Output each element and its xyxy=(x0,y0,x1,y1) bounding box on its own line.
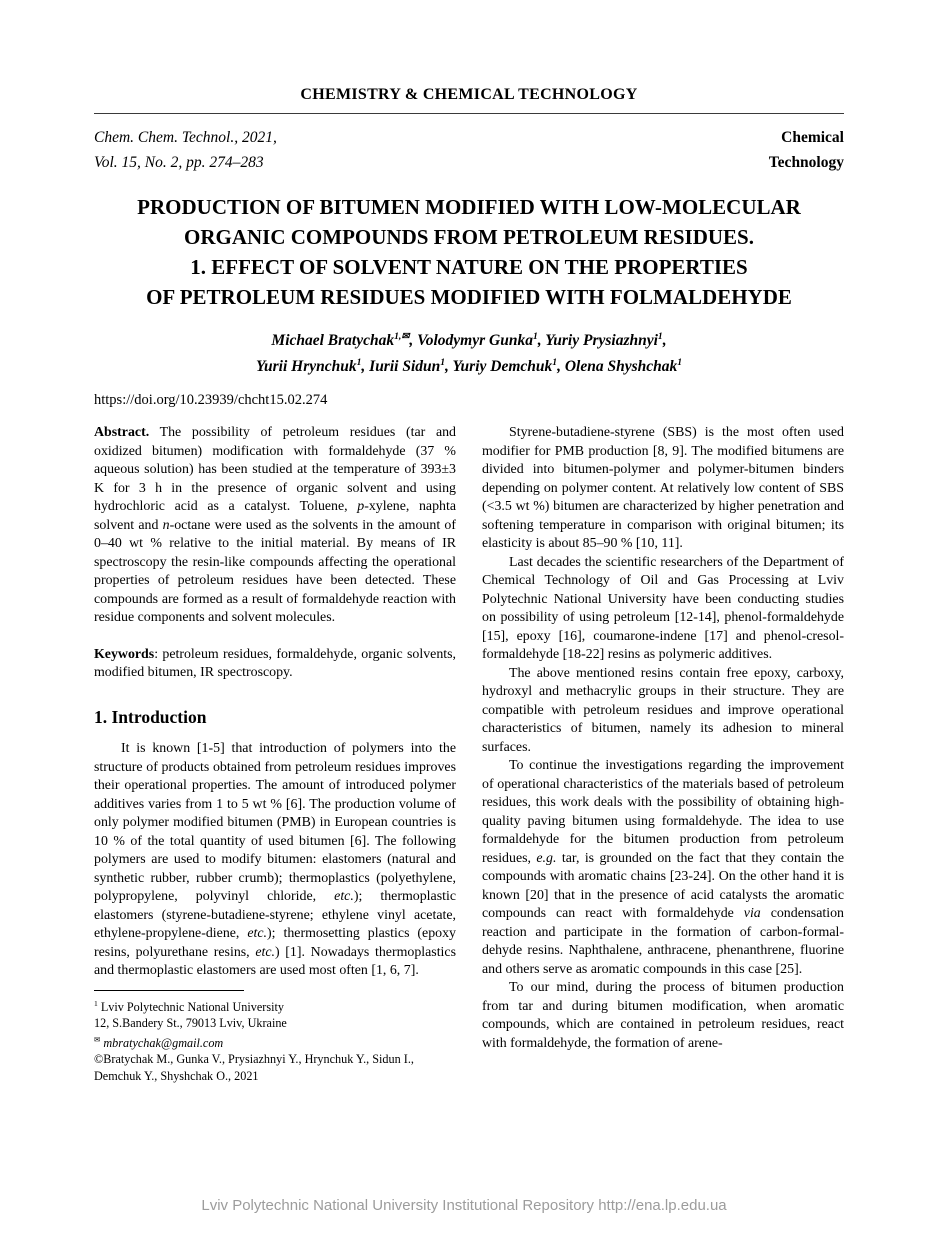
right-column xyxy=(482,424,844,1084)
footnote-rule xyxy=(94,990,244,991)
footnote-line: $^1$ Lviv Polytechnic National University xyxy=(94,998,284,1014)
citation-row xyxy=(94,125,844,175)
journal-name: CHEMISTRY & CHEMICAL TECHNOLOGY xyxy=(300,86,638,103)
title-line: 1. EFFECT OF SOLVENT NATURE ON THE PROPERTIES xyxy=(190,255,748,279)
body-columns xyxy=(94,424,844,1084)
introduction-paragraph: It is known [1-5] that introduction of polymers into the structure of products obtained from petroleum residues improves their operational properties. The amount of introduced polymer additives varies from 1 to 5 wt % [6]. The production volume of only polymer modified bitumen (PMB) in European countries is 10 % of the total quantity of used bitumen [6]. The following polymers are used to modify bitumen: elastomers (natural and synthetic rubber, rubber crumb); thermoplastics (polyethylene, polypropylene, polyvinyl chloride, etc.); thermoplastic elastomers (styrene-butadiene-styrene; ethylene vinyl acetate, ethylene-propylene-diene, etc.); thermosetting plastics (epoxy resins, polyurethane resins, etc.) [1]. Nowadays thermoplastics and thermoplastic elastomers are used most often [1, 6, 7]. xyxy=(94,741,456,979)
repository-footer: Lviv Polytechnic National University Institutional Repository http://ena.lp.edu.ua xyxy=(201,1197,727,1214)
body-paragraph: To continue the investigations regarding the improvement of operational characteristics of the materials based of petroleum residues, this work deals with the possibility of obtaining high-quality paving bitumen using formaldehyde. The idea to use formaldehyde for the bitumen production from petroleum residues, e.g. tar, is grounded on the fact that they contain the compounds with aromatic chains [23-24]. On the other hand it is known [20] that in the presence of acid catalysts the aromatic compounds can react with formaldehyde via condensation reaction and participate in the formation of carbon-formal-dehyde resins. Naphthalene, anthracene, phenanthrene, fluorine and others serve as aromatic compounds in this case [25]. xyxy=(482,758,844,977)
authors-line: Michael Bratychak$^{1,✉}$, Volodymyr Gunka$^1$, Yuriy Prysiazhnyi$^1$, xyxy=(271,331,667,350)
body-paragraph: Last decades the scientific researchers of the Department of Chemical Technology of Oil and Gas Processing at Lviv Polytechnic National University have been conducting studies on possibility of using petroleum [12-14], phenol-formaldehyde [15], epoxy [16], coumarone-indene [17] and phenol-cresol-formaldehyde [18-22] resins as polymeric additives. xyxy=(482,554,844,663)
abstract-paragraph: Abstract. The possibility of petroleum residues (tar and oxidized bitumen) modification with formaldehyde (37 % aqueous solution) has been studied at the temperature of 393±3 K for 3 h in the presence of organic solvent and using hydrochloric acid as a catalyst. Toluene, p-xylene, naphta solvent and n-octane were used as the solvents in the amount of 0–40 wt % relative to the initial material. By means of IR spectroscopy the resin-like compounds affecting the operational properties of petroleum residues have been detected. These compounds are formed as a result of formaldehyde reaction with residue components and solvent molecules. xyxy=(94,425,456,626)
header-rule xyxy=(94,113,844,114)
body-paragraph: The above mentioned resins contain free epoxy, carboxy, hydroxyl and methacrylic groups in their structure. They are compatible with petroleum residues and improve operational characteristics of bitumen, namely its adhesion to mineral surfaces. xyxy=(482,665,844,755)
introduction-heading: 1. Introduction xyxy=(94,706,207,727)
authors-line: Yurii Hrynchuk$^1$, Iurii Sidun$^1$, Yuriy Demchuk$^1$, Olena Shyshchak$^1$ xyxy=(255,357,683,376)
doi-link[interactable]: https://doi.org/10.23939/chcht15.02.274 xyxy=(94,392,328,409)
journal-section-label xyxy=(769,125,844,175)
citation-line: Vol. 15, No. 2, pp. 274–283 xyxy=(94,154,264,171)
citation-block xyxy=(94,125,277,175)
article-title xyxy=(94,192,844,312)
footnote-line: 12, S.Bandery St., 79013 Lviv, Ukraine xyxy=(94,1016,287,1031)
journal-header xyxy=(94,86,844,175)
body-paragraph: To our mind, during the process of bitumen production from tar and during bitumen modification, when aromatic compounds, which are contained in petroleum residues, react with formaldehyde, the formation of arene- xyxy=(482,980,844,1051)
footnote-line: ©Bratychak M., Gunka V., Prysiazhnyi Y., Hrynchuk Y., Sidun I., Demchuk Y., Shyshchak O., 2021 xyxy=(94,1052,414,1083)
left-column xyxy=(94,424,456,1084)
title-line: PRODUCTION OF BITUMEN MODIFIED WITH LOW-MOLECULAR xyxy=(137,195,801,219)
section-line: Chemical xyxy=(781,129,844,146)
citation-line: Chem. Chem. Technol., 2021, xyxy=(94,129,277,146)
footnote-block xyxy=(94,990,456,1084)
authors-block xyxy=(94,326,844,378)
keywords-paragraph: Keywords: petroleum residues, formaldehyde, organic solvents, modified bitumen, IR spectroscopy. xyxy=(94,646,456,681)
title-line: OF PETROLEUM RESIDUES MODIFIED WITH FOLMALDEHYDE xyxy=(146,285,792,309)
body-paragraph: Styrene-butadiene-styrene (SBS) is the most often used modifier for PMB production [8, 9]. The modified bitumens are divided into bitumen-polymer and polymer-bitumen binders depending on polymer content. At relatively low content of SBS (<3.5 wt %) bitumen are characterized by higher penetration and softening temperature in comparison with original bitumen; its elasticity is about 85–90 % [10, 11]. xyxy=(482,425,844,552)
section-line: Technology xyxy=(768,154,844,171)
title-line: ORGANIC COMPOUNDS FROM PETROLEUM RESIDUES. xyxy=(184,225,754,249)
footnote-line: ✉ mbratychak@gmail.com xyxy=(94,1034,224,1050)
